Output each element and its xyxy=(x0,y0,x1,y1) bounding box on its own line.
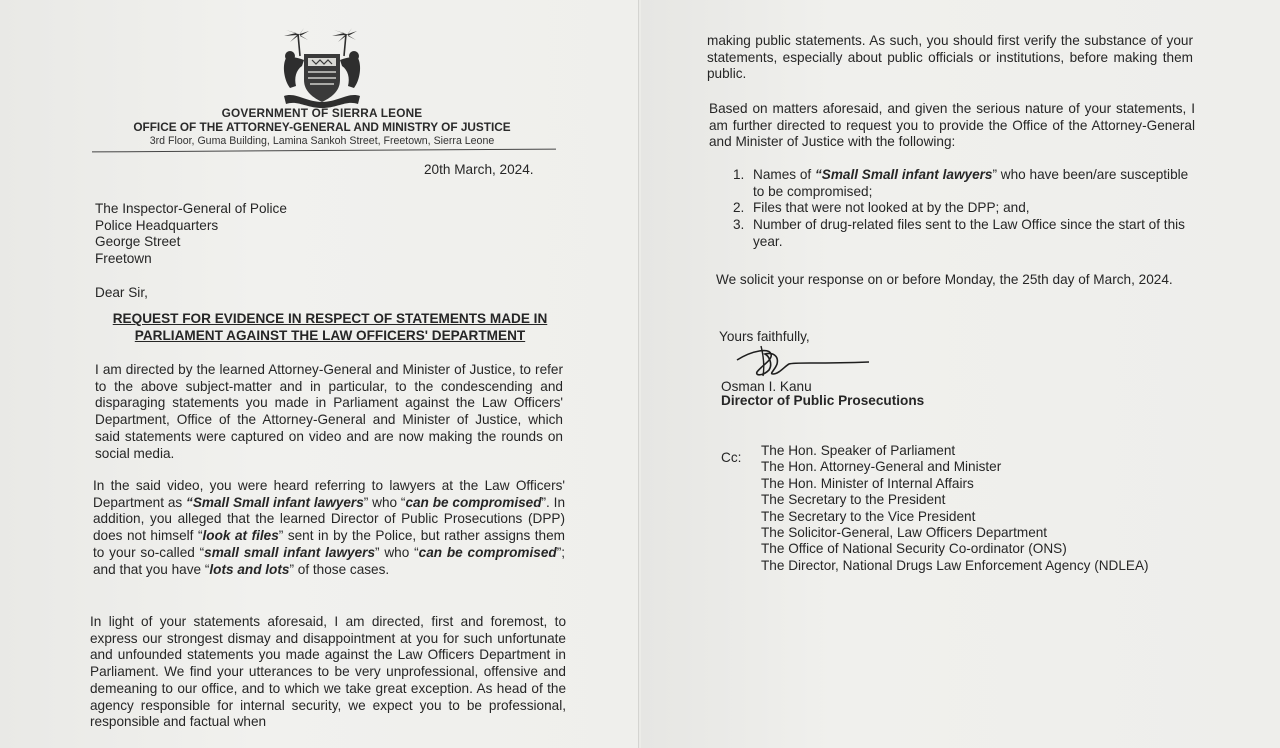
signatory-title: Director of Public Prosecutions xyxy=(721,393,925,408)
signature-icon xyxy=(733,342,873,382)
quoted-phrase: “Small Small infant lawyers xyxy=(814,167,993,182)
cc-item: The Office of National Security Co-ordinator (ONS) xyxy=(761,541,1067,557)
text-run: ” of those cases. xyxy=(289,561,390,577)
cc-item: The Hon. Minister of Internal Affairs xyxy=(761,475,974,491)
cc-label: Cc: xyxy=(721,450,742,465)
request-item xyxy=(717,200,1199,217)
text-run: ”. In addition, you alleged that the learned Director of Public Prosecutions (DPP) does not himself “ xyxy=(93,494,566,544)
list-number: 2. xyxy=(733,200,745,216)
letter-subject xyxy=(95,311,565,344)
paragraph-2 xyxy=(93,478,565,578)
request-item xyxy=(717,167,1199,200)
letterhead-address: 3rd Floor, Guma Building, Lamina Sankoh Street, Freetown, Sierra Leone xyxy=(149,135,495,147)
cc-item: The Solicitor-General, Law Officers Department xyxy=(761,525,1048,541)
paragraph-3: In light of your statements aforesaid, I am directed, first and foremost, to express our strongest dismay and disappointment at you for such unfortunate and unfounded statements you made against the Law Officers Department in Parliament. We find your utterances to be very unprofessional, offensive and demeaning to our office, and to which we take great exception. As head of the agency responsible for internal security, we expect you to be professional, responsible and factual when xyxy=(90,614,566,730)
recipient-line: Police Headquarters xyxy=(95,217,219,233)
cc-list xyxy=(761,443,1231,574)
coat-of-arms-icon xyxy=(276,22,368,110)
subject-line: PARLIAMENT AGAINST THE LAW OFFICERS' DEPARTMENT xyxy=(134,327,526,343)
text-run: Names of xyxy=(753,167,815,182)
cc-item: The Secretary to the President xyxy=(761,492,946,508)
quoted-phrase: small small infant lawyers xyxy=(204,544,376,560)
paragraph-1: I am directed by the learned Attorney-General and Minister of Justice, to refer to the above subject-matter and in particular, to the condescending and disparaging statements you made in Parliament against the Law Officers' Department, Office of the Attorney-General and Minister of Justice, which said statements were captured on video and are now making the rounds on social media. xyxy=(95,362,563,461)
list-number: 3. xyxy=(733,217,745,233)
letterhead-rule xyxy=(92,149,556,153)
subject-line: REQUEST FOR EVIDENCE IN RESPECT OF STATEMENTS MADE IN xyxy=(112,311,548,326)
closing: Yours faithfully, xyxy=(719,329,810,344)
response-deadline: We solicit your response on or before Monday, the 25th day of March, 2024. xyxy=(716,272,1173,287)
text-run: Files that were not looked at by the DPP; and, xyxy=(753,200,1030,216)
letter-date: 20th March, 2024. xyxy=(424,162,534,177)
recipient-line: Freetown xyxy=(95,251,152,267)
paragraph-continued: making public statements. As such, you should first verify the substance of your statements, especially about public officials or institutions, before making them public. xyxy=(707,33,1193,82)
recipient-line: The Inspector-General of Police xyxy=(95,201,287,216)
request-list xyxy=(717,167,1199,251)
letterhead-office: OFFICE OF THE ATTORNEY-GENERAL AND MINISTRY OF JUSTICE xyxy=(133,120,511,134)
cc-item: The Hon. Speaker of Parliament xyxy=(761,443,956,458)
letter-page-2 xyxy=(641,0,1280,748)
quoted-phrase: can be compromised xyxy=(418,544,557,560)
quoted-phrase: can be compromised xyxy=(405,494,542,510)
letterhead-government: GOVERNMENT OF SIERRA LEONE xyxy=(221,106,423,120)
quoted-phrase: look at files xyxy=(202,528,279,544)
recipient-address xyxy=(95,201,395,268)
paragraph-request: Based on matters aforesaid, and given the serious nature of your statements, I am further directed to request you to provide the Office of the Attorney-General and Minister of Justice with the following: xyxy=(709,101,1195,150)
quoted-phrase: “Small Small infant lawyers xyxy=(186,494,364,510)
text-run: Number of drug-related files sent to the Law Office since the start of this year. xyxy=(753,217,1185,249)
cc-item: The Hon. Attorney-General and Minister xyxy=(761,459,1002,475)
text-run: ” sent in by the Police, but rather assigns them to your so-called “ xyxy=(93,528,565,560)
text-run: In the said video, you were heard referring to lawyers at the Law Officers' Department as xyxy=(93,478,565,510)
text-run: ” who “ xyxy=(375,544,419,560)
quoted-phrase: lots and lots xyxy=(209,561,290,577)
cc-item: The Director, National Drugs Law Enforcement Agency (NDLEA) xyxy=(761,557,1149,573)
list-number: 1. xyxy=(733,167,745,182)
text-run: ” who “ xyxy=(363,494,406,510)
text-run: ”; and that you have “ xyxy=(93,544,566,577)
recipient-line: George Street xyxy=(95,234,181,250)
signatory-name: Osman I. Kanu xyxy=(721,379,812,394)
request-item xyxy=(717,217,1199,250)
cc-item: The Secretary to the Vice President xyxy=(761,508,976,524)
text-run: ” who have been/are susceptible to be compromised; xyxy=(753,167,1189,199)
salutation: Dear Sir, xyxy=(95,285,148,300)
